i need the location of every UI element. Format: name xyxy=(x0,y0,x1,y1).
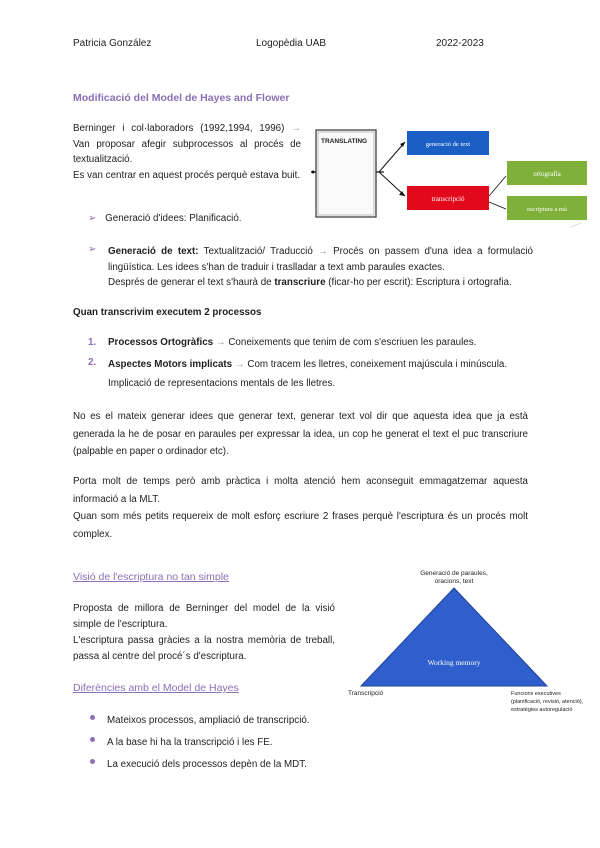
ortho-arrow: → xyxy=(215,337,226,348)
ortho-text: Coneixements que tenim de com s'escriuen les paraules. xyxy=(225,337,477,348)
list-item xyxy=(90,732,390,754)
text-generation-bold: Generació de text: xyxy=(108,246,199,257)
working-memory-svg xyxy=(345,560,595,715)
differences-list xyxy=(90,710,390,776)
intro-arrow: → xyxy=(291,123,301,134)
motor-label: escriptura a mà xyxy=(527,206,567,213)
generation-label: generació de text xyxy=(425,141,471,148)
numbered-list xyxy=(88,335,533,393)
num-2: 2. xyxy=(88,357,97,368)
paragraph-generation: No es el mateix generar idees que generar text, generar text vol dir que aquesta idea que ja està generada la he de posar en paraules per expressar la idea, un cop he generat el text el puc transcriure (palpable en paper o ordinador etc). xyxy=(73,411,528,457)
bullet-arrow-icon: ➢ xyxy=(88,213,97,224)
bullet-dot-icon xyxy=(90,759,95,764)
bullet-dot-icon xyxy=(90,737,95,742)
section-heading-differences: Diferències amb el Model de Hayes xyxy=(73,682,239,694)
vision-text2: L'escriptura passa gràcies a la nostra memòria de treball, passa al centre del procé´s d'escriptura. xyxy=(73,635,335,662)
paragraph-practice xyxy=(73,473,528,543)
vision-text1: Proposta de millora de Berninger del model de la visió simple de l'escriptura. xyxy=(73,603,335,630)
bullet-idea-text: Generació d'idees: Planificació. xyxy=(105,213,242,224)
page-title: Modificació del Model de Hayes and Flower xyxy=(73,92,290,104)
motor-text2: Implicació de representacions mentals de les lletres. xyxy=(108,378,336,389)
transcribe-bold: transcriure xyxy=(274,277,326,288)
numbered-item-2 xyxy=(88,355,533,393)
header-course: Logopèdia UAB xyxy=(256,38,327,49)
difference-item-3: La execució dels processos depèn de la MDT. xyxy=(107,759,307,770)
translating-diagram xyxy=(309,124,591,232)
num-1: 1. xyxy=(88,337,97,348)
intro-paragraph xyxy=(73,121,301,183)
paragraph-mlt: Porta molt de temps però amb pràctica i molta atenció hem aconseguit emmagatzemar aquesta informació a la MLT. xyxy=(73,476,528,505)
wm-right-label-2: (planificació, revisió, atenció), xyxy=(511,699,584,705)
working-memory-triangle xyxy=(361,588,547,686)
intro-line1: Berninger i col·laboradors (1992,1994, 1996) xyxy=(73,123,285,134)
subheading-processes: Quan transcrivim executem 2 processos xyxy=(73,307,262,318)
working-memory-diagram xyxy=(345,560,595,715)
transcribe-c: (ficar-ho per escrit): Escriptura i ortografia. xyxy=(325,277,512,288)
ortho-bold: Processos Ortogràfics xyxy=(108,337,214,348)
wm-center-label: Working memory xyxy=(427,658,481,667)
text-generation-text1: Textualització/ Traducció xyxy=(198,246,319,257)
bullet-arrow-icon: ➢ xyxy=(88,244,97,255)
translating-diagram-svg xyxy=(309,124,591,232)
intro-line2: Van proposar afegir subprocessos al procés de textualització. xyxy=(73,138,301,165)
text-generation-text2: Procés on passem d'una idea a formulació lingüística. Les idees s'han de traduir i traslladar a text amb paraules exactes. xyxy=(108,246,533,273)
bullet-idea-generation xyxy=(88,211,242,227)
wm-right-label-3: estratègies autoregulació xyxy=(511,707,573,713)
bullet-dot-icon xyxy=(90,715,95,720)
numbered-item-1 xyxy=(88,335,533,355)
wm-left-label: Transcripció xyxy=(348,690,384,697)
translating-label: TRANSLATING xyxy=(321,138,368,145)
motor-arrow: → xyxy=(234,359,245,370)
motor-bold: Aspectes Motors implicats xyxy=(108,359,233,370)
wm-top-label-2: oracions, text xyxy=(434,578,474,585)
header-author: Patricia González xyxy=(73,38,152,49)
wm-right-label-1: Funcions executives xyxy=(511,691,561,697)
list-item xyxy=(90,754,390,776)
section-vision-text xyxy=(73,601,335,665)
difference-item-1: Mateixos processos, ampliació de transcripció. xyxy=(107,715,310,726)
section-heading-vision: Visió de l'escriptura no tan simple xyxy=(73,571,229,583)
transcription-label: transcripció xyxy=(431,195,465,203)
intro-line3: Es van centrar en aquest procés perquè estava buit. xyxy=(73,169,301,181)
wm-top-label-1: Generació de paraules, xyxy=(420,570,488,577)
transcribe-a: Després de generar el text s'haurà de xyxy=(108,277,275,288)
header-year: 2022-2023 xyxy=(436,38,484,49)
orthography-label: ortografia xyxy=(533,170,561,178)
motor-text: Com tracem les lletres, coneixement majúscula i minúscula. xyxy=(244,359,508,370)
bullet-text-generation xyxy=(88,244,533,291)
paragraph-effort: Quan som més petits requereix de molt esforç escriure 2 frases perquè l'escriptura és un procés molt complex. xyxy=(73,511,528,540)
text-generation-arrow: → xyxy=(318,246,328,257)
difference-item-2: A la base hi ha la transcripció i les FE. xyxy=(107,737,273,748)
